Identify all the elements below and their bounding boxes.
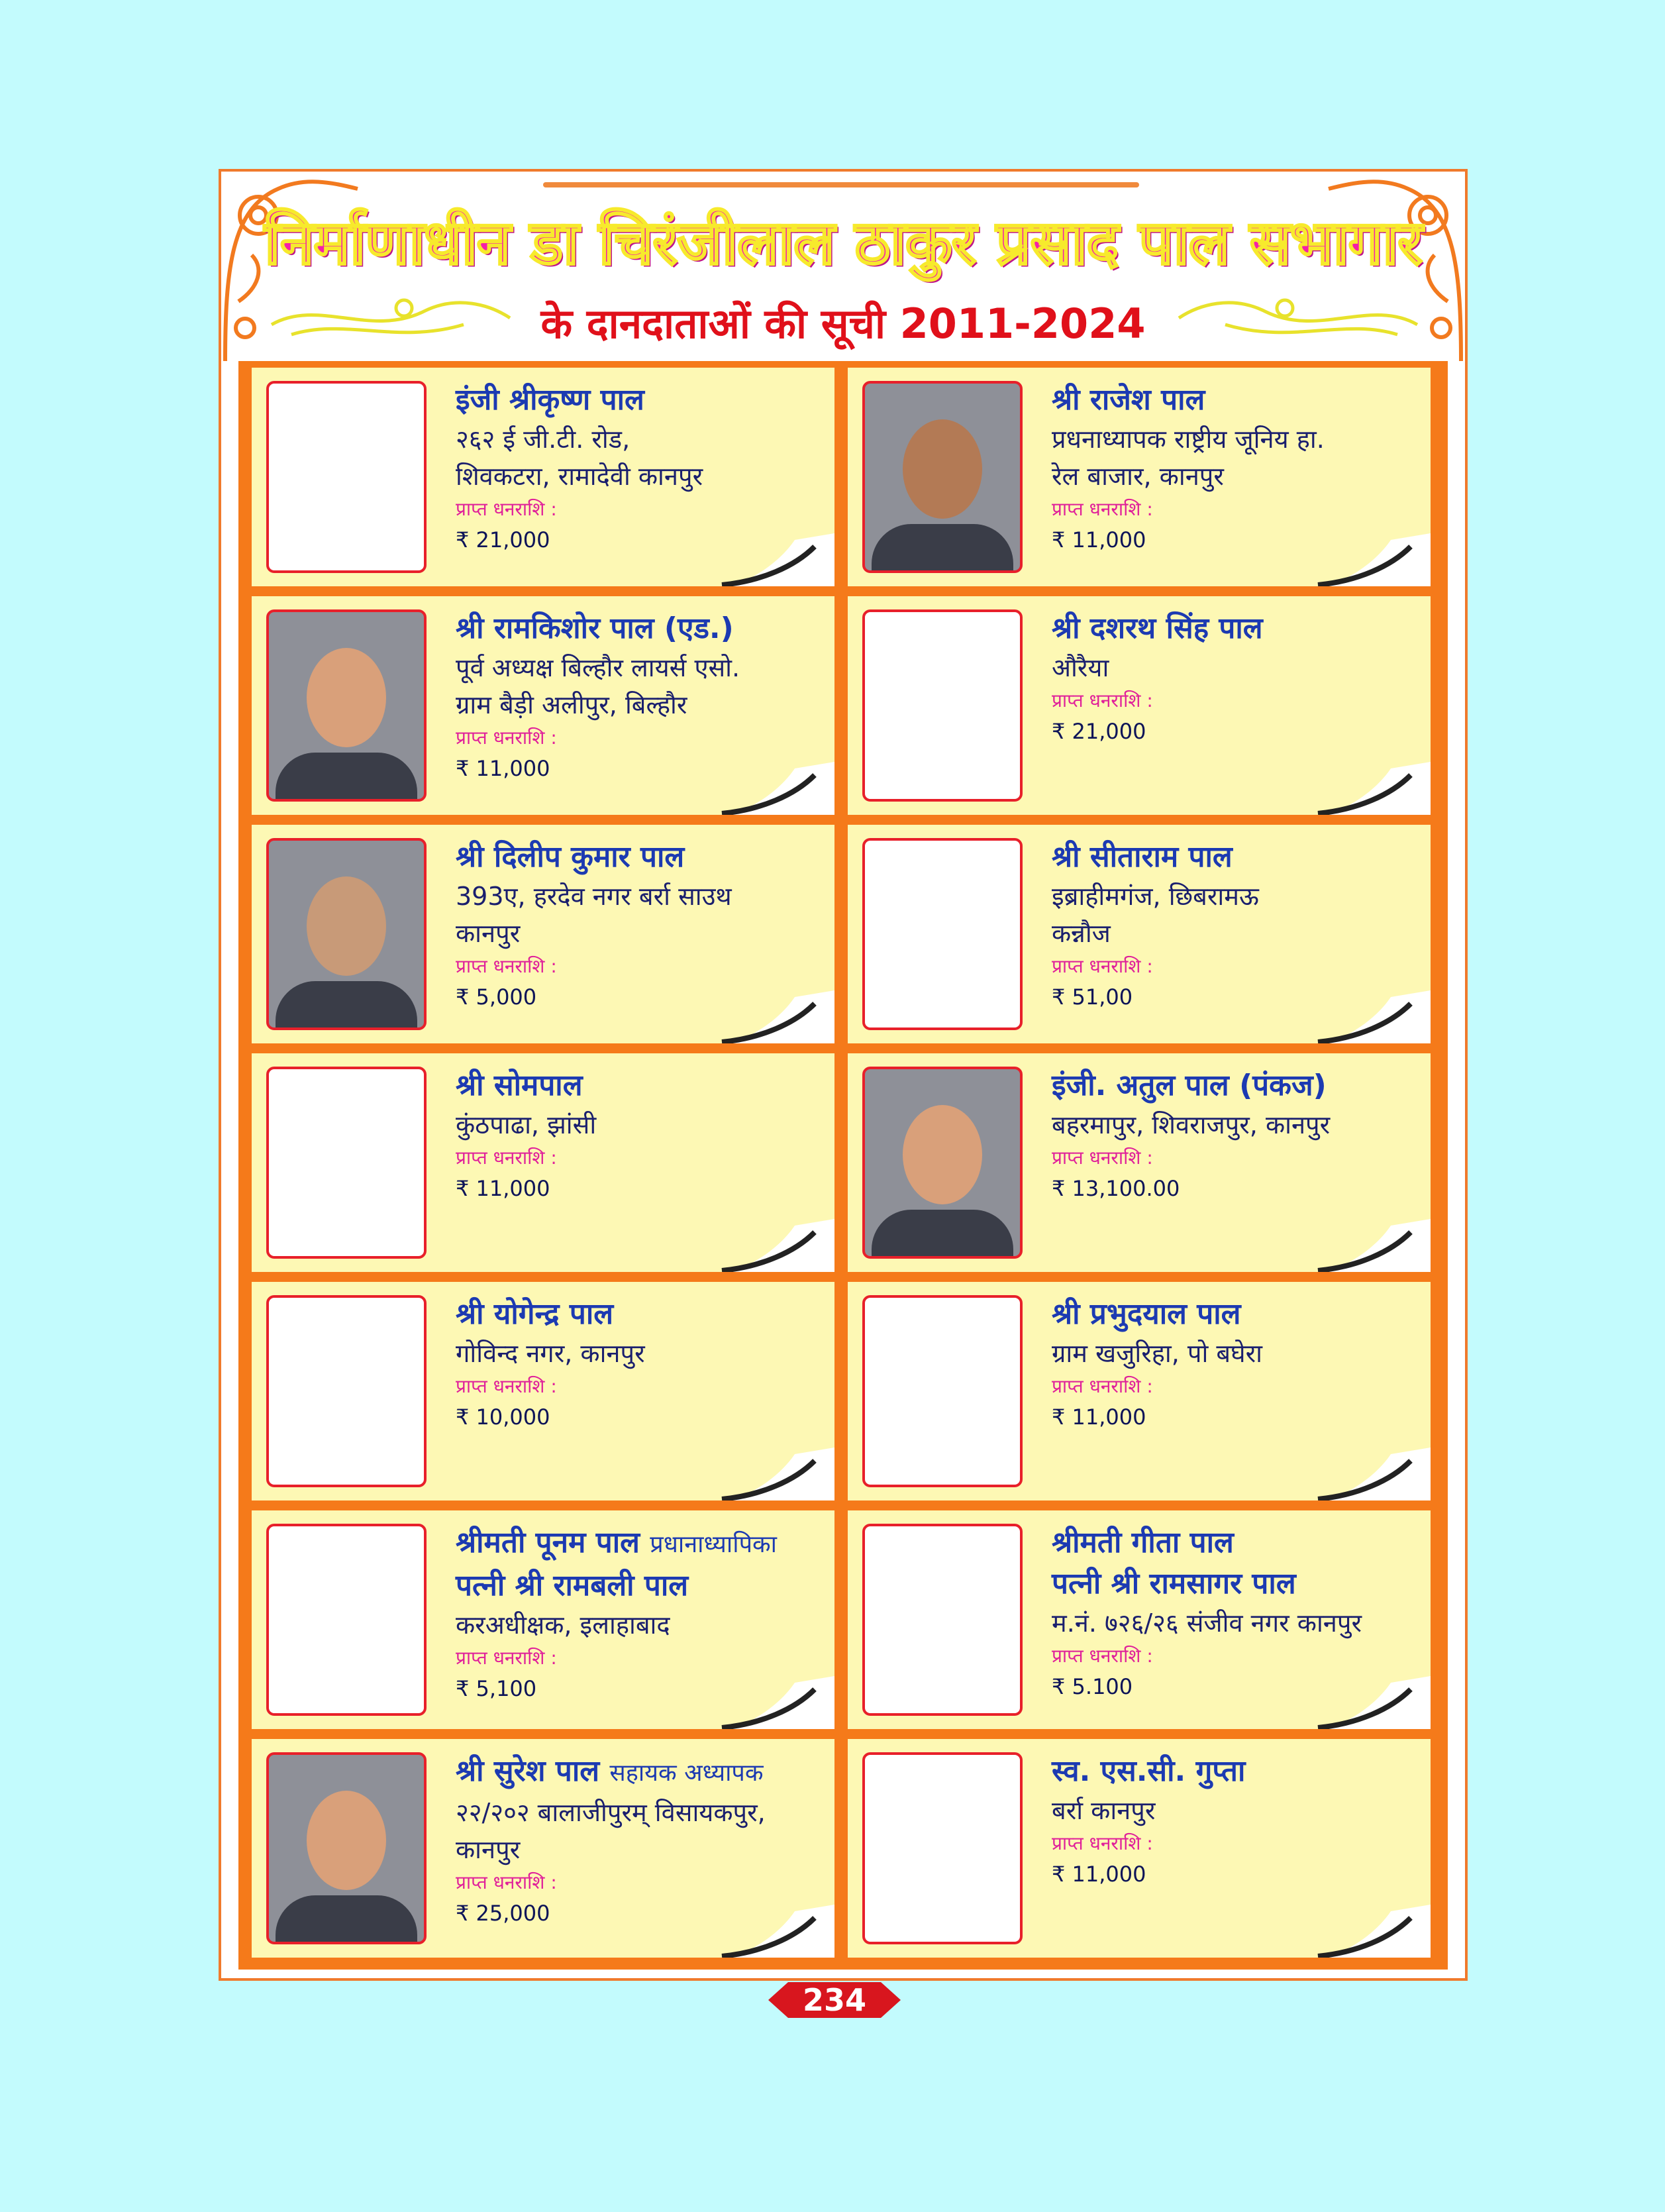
- amount-label: प्राप्त धनराशि :: [456, 727, 557, 749]
- page-curl-decoration: [715, 990, 834, 1043]
- donor-card: [252, 1510, 834, 1729]
- donation-amount: ₹ 11,000: [456, 756, 550, 781]
- donor-card: [252, 825, 834, 1043]
- amount-label: प्राप्त धनराशि :: [456, 1647, 557, 1669]
- page-curl-decoration: [1311, 1676, 1431, 1729]
- donor-spouse-line: पत्नी श्री रामसागर पाल: [1052, 1567, 1296, 1601]
- donor-card: [252, 1053, 834, 1272]
- donor-name: [1052, 1751, 1417, 1792]
- page-number: 234: [802, 1982, 867, 2018]
- photo-placeholder: [862, 1524, 1023, 1716]
- amount-label: प्राप्त धनराशि :: [456, 1147, 557, 1169]
- photo-face: [903, 1105, 982, 1204]
- header-rule: [543, 182, 1139, 187]
- donor-name-text: इंजी श्रीकृष्ण पाल: [456, 383, 644, 417]
- donor-name-text: इंजी. अतुल पाल (पंकज): [1052, 1069, 1327, 1102]
- donor-address-line: शिवकटरा, रामादेवी कानपुर: [456, 462, 703, 491]
- donor-name-text: श्री सुरेश पाल: [456, 1754, 600, 1788]
- donation-amount: ₹ 25,000: [456, 1901, 550, 1926]
- donor-info: [1052, 837, 1417, 1013]
- donation-amount: ₹ 5,100: [456, 1676, 537, 1701]
- donor-address-line: कानपुर: [456, 1835, 521, 1864]
- donor-name-text: श्री दिलीप कुमार पाल: [456, 840, 685, 874]
- amount-label: प्राप्त धनराशि :: [1052, 1147, 1153, 1169]
- page-subtitle: के दानदाताओं की सूची 2011-2024: [540, 299, 1146, 348]
- photo-shoulders: [276, 1895, 417, 1944]
- donation-amount: ₹ 10,000: [456, 1404, 550, 1430]
- page-curl-decoration: [1311, 1905, 1431, 1958]
- donor-name: [1052, 1294, 1417, 1335]
- amount-label: प्राप्त धनराशि :: [456, 1375, 557, 1397]
- donation-amount: ₹ 51,00: [1052, 984, 1133, 1010]
- donor-address-line: रेल बाजार, कानपुर: [1052, 462, 1224, 491]
- donation-amount: ₹ 11,000: [1052, 527, 1146, 553]
- donor-name-text: श्री रामकिशोर पाल (एड.): [456, 611, 734, 645]
- photo-placeholder: [266, 1295, 427, 1487]
- donor-photo: [266, 1752, 427, 1944]
- donor-name-text: स्व. एस.सी. गुप्ता: [1052, 1754, 1246, 1788]
- amount-label: प्राप्त धनराशि :: [1052, 1645, 1153, 1667]
- donor-name: [1052, 1065, 1417, 1106]
- photo-face: [307, 876, 386, 976]
- photo-placeholder: [862, 1752, 1023, 1944]
- donor-address-line: पूर्व अध्यक्ष बिल्हौर लायर्स एसो.: [456, 653, 740, 682]
- donor-grid: [238, 361, 1448, 1970]
- donor-card: [848, 1053, 1431, 1272]
- donor-address-line: करअधीक्षक, इलाहाबाद: [456, 1610, 670, 1640]
- donor-card: [848, 1282, 1431, 1501]
- donor-info: [456, 837, 821, 1013]
- donor-info: [1052, 380, 1417, 556]
- photo-shoulders: [872, 1210, 1013, 1259]
- donor-card: [848, 596, 1431, 815]
- donor-info: [456, 1751, 821, 1929]
- donor-photo: [266, 838, 427, 1030]
- donation-amount: ₹ 21,000: [456, 527, 550, 553]
- donor-address-line: ग्राम खजुरिहा, पो बघेरा: [1052, 1339, 1262, 1368]
- donor-photo: [862, 381, 1023, 573]
- page-curl-decoration: [715, 1676, 834, 1729]
- donor-address-line: म.नं. ७२६/२६ संजीव नगर कानपुर: [1052, 1608, 1362, 1638]
- donation-amount: ₹ 11,000: [456, 1176, 550, 1201]
- donor-name: [456, 608, 821, 649]
- donor-address-line: प्रधनाध्यापक राष्ट्रीय जूनिय हा.: [1052, 425, 1325, 454]
- donor-name: [1052, 1522, 1417, 1563]
- photo-placeholder: [862, 838, 1023, 1030]
- donor-address-line: २२/२०२ बालाजीपुरम् विसायकपुर,: [456, 1798, 766, 1827]
- photo-placeholder: [266, 381, 427, 573]
- donor-card: [252, 596, 834, 815]
- page-curl-decoration: [715, 762, 834, 815]
- donor-name-text: श्रीमती गीता पाल: [1052, 1526, 1234, 1559]
- donor-address-line: औरैया: [1052, 653, 1109, 682]
- donor-name: [456, 837, 821, 878]
- donor-name: [456, 380, 821, 421]
- donation-amount: ₹ 11,000: [1052, 1862, 1146, 1887]
- donor-name: [1052, 837, 1417, 878]
- donation-amount: ₹ 11,000: [1052, 1404, 1146, 1430]
- amount-label: प्राप्त धनराशि :: [1052, 955, 1153, 977]
- amount-label: प्राप्त धनराशि :: [456, 1871, 557, 1893]
- page-curl-decoration: [1311, 762, 1431, 815]
- amount-label: प्राप्त धनराशि :: [1052, 1832, 1153, 1854]
- donor-name: [1052, 380, 1417, 421]
- donor-address-line: 393ए, हरदेव नगर बर्रा साउथ: [456, 882, 732, 911]
- donor-info: [456, 608, 821, 784]
- amount-label: प्राप्त धनराशि :: [1052, 690, 1153, 711]
- donor-card: [848, 825, 1431, 1043]
- amount-label: प्राप्त धनराशि :: [1052, 1375, 1153, 1397]
- donor-info: [456, 1294, 821, 1433]
- donor-name-text: श्री सोमपाल: [456, 1069, 583, 1102]
- donor-address-line: २६२ ई जी.टी. रोड,: [456, 425, 631, 454]
- photo-placeholder: [862, 609, 1023, 802]
- donor-address-line: कन्नौज: [1052, 919, 1111, 948]
- page-curl-decoration: [1311, 990, 1431, 1043]
- donor-name-text: श्री सीताराम पाल: [1052, 840, 1233, 874]
- donor-name: [456, 1065, 821, 1106]
- donor-info: [1052, 608, 1417, 747]
- donor-address-line: गोविन्द नगर, कानपुर: [456, 1339, 645, 1368]
- donor-card: [252, 368, 834, 586]
- page-curl-decoration: [1311, 1448, 1431, 1501]
- donor-info: [1052, 1751, 1417, 1890]
- page-curl-decoration: [715, 533, 834, 586]
- photo-placeholder: [862, 1295, 1023, 1487]
- donor-designation: प्रधानाध्यापिका: [650, 1531, 777, 1558]
- donor-name: [456, 1522, 821, 1565]
- photo-placeholder: [266, 1067, 427, 1259]
- donor-address-line: ग्राम बैड़ी अलीपुर, बिल्हौर: [456, 690, 687, 719]
- donor-card: [848, 1739, 1431, 1958]
- photo-face: [307, 1791, 386, 1890]
- photo-shoulders: [276, 753, 417, 802]
- amount-label: प्राप्त धनराशि :: [456, 955, 557, 977]
- donor-address-line: इब्राहीमगंज, छिबरामऊ: [1052, 882, 1259, 911]
- photo-face: [307, 648, 386, 747]
- amount-label: प्राप्त धनराशि :: [1052, 498, 1153, 520]
- donor-card: [252, 1282, 834, 1501]
- donor-info: [1052, 1294, 1417, 1433]
- page-curl-decoration: [715, 1219, 834, 1272]
- donor-designation: सहायक अध्यापक: [609, 1760, 764, 1787]
- donor-name-text: श्री दशरथ सिंह पाल: [1052, 611, 1263, 645]
- donor-name-text: श्री योगेन्द्र पाल: [456, 1297, 614, 1331]
- photo-shoulders: [872, 524, 1013, 573]
- donation-amount: ₹ 5.100: [1052, 1674, 1133, 1699]
- donor-photo: [266, 609, 427, 802]
- donor-name: [1052, 608, 1417, 649]
- amount-label: प्राप्त धनराशि :: [456, 498, 557, 520]
- page-curl-decoration: [715, 1448, 834, 1501]
- donor-address-line: बहरमापुर, शिवराजपुर, कानपुर: [1052, 1110, 1331, 1139]
- donor-name: [456, 1751, 821, 1794]
- photo-face: [903, 419, 982, 519]
- page-curl-decoration: [1311, 1219, 1431, 1272]
- donor-photo: [862, 1067, 1023, 1259]
- donor-spouse-line: पत्नी श्री रामबली पाल: [456, 1569, 689, 1603]
- donor-info: [456, 380, 821, 556]
- donor-address-line: बर्रा कानपुर: [1052, 1796, 1156, 1825]
- donor-name-text: श्री राजेश पाल: [1052, 383, 1205, 417]
- photo-shoulders: [276, 981, 417, 1030]
- page-curl-decoration: [715, 1905, 834, 1958]
- page-title: निर्माणाधीन डा चिरंजीलाल ठाकुर प्रसाद पाल सभागार: [264, 207, 1422, 278]
- donor-name-text: श्रीमती पूनम पाल: [456, 1526, 640, 1559]
- donor-address-line: कुंठपाढा, झांसी: [456, 1110, 597, 1139]
- photo-placeholder: [266, 1524, 427, 1716]
- donor-name: [456, 1294, 821, 1335]
- donation-amount: ₹ 5,000: [456, 984, 537, 1010]
- donor-card: [252, 1739, 834, 1958]
- page-curl-decoration: [1311, 533, 1431, 586]
- donation-amount: ₹ 21,000: [1052, 719, 1146, 744]
- donor-info: [456, 1065, 821, 1204]
- donor-address-line: कानपुर: [456, 919, 521, 948]
- donor-name-text: श्री प्रभुदयाल पाल: [1052, 1297, 1241, 1331]
- donor-card: [848, 368, 1431, 586]
- donor-info: [1052, 1065, 1417, 1204]
- donor-card: [848, 1510, 1431, 1729]
- donation-amount: ₹ 13,100.00: [1052, 1176, 1180, 1201]
